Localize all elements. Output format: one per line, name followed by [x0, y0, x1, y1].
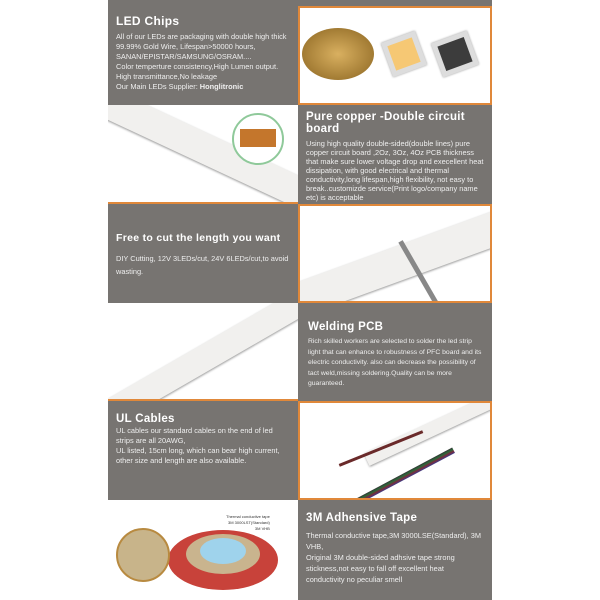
cable-red	[339, 430, 424, 466]
cut-length-section	[108, 204, 298, 303]
section-text: SANAN/EPISTAR/SAMSUNG/OSRAM....	[116, 52, 252, 61]
section-text: Original 3M double-sided adhsive tape strong stickness,not easy to fall off excellent heat conductivity no peculiar smell	[306, 553, 455, 584]
section-title: 3M Adhensive Tape	[306, 512, 418, 524]
tape-labels	[226, 514, 270, 532]
section-text: DIY Cutting, 12V 3LEDs/cut, 24V 6LEDs/cut,to avoid wasting.	[116, 254, 289, 276]
tape-label: 3M 3000LST(Standard)	[228, 520, 270, 525]
adhesive-tape-section	[298, 500, 492, 600]
welding-pcb-section	[298, 303, 492, 401]
led-chip-front-image	[381, 31, 427, 77]
section-text: High transmittance,No leakage	[116, 72, 218, 81]
tape-label: Thermal conductive tape	[226, 514, 270, 519]
tape-image	[108, 500, 298, 600]
supplier-name: Honglitronic	[199, 82, 244, 91]
section-title: UL Cables	[116, 413, 175, 425]
led-chip-back-image	[431, 31, 479, 78]
section-text: Thermal conductive tape,3M 3000LSE(Standard), 3M VHB,	[306, 531, 482, 551]
led-chips-section	[108, 0, 298, 105]
section-text: UL cables our standard cables on the end of led strips are all 20AWG,	[116, 426, 273, 445]
supplier-line	[116, 82, 290, 92]
supplier-label: Our Main LEDs Supplier:	[116, 82, 200, 91]
cables-image	[298, 401, 492, 500]
welding-strip-image	[108, 303, 298, 401]
tape-label: 3M VHB	[254, 526, 270, 531]
product-features	[108, 0, 492, 600]
section-text: All of our LEDs are packaging with double high thick 99.99% Gold Wire, Lifespan>50000 hours,	[116, 32, 287, 51]
tape-zoom	[116, 528, 170, 582]
section-text: Using high quality double-sided(double lines) pure copper circuit board ,2Oz, 3Oz, 4Oz PCB thickness that make sure lower voltage drop and execellent heat dissipation, with good electrical and thermal conductivity,long lifespan,high flexibility, not easy to break..customizde service(Print logo/company name etc) is acceptable	[306, 139, 484, 202]
section-title: Free to cut the length you want	[116, 232, 281, 244]
ul-cables-section	[108, 401, 298, 500]
pcb-strip-image	[108, 105, 298, 204]
copper-zoom-image	[232, 113, 284, 165]
section-text: Color temperture consistency,High Lumen output.	[116, 62, 279, 71]
section-title: LED Chips	[116, 14, 180, 28]
section-text: UL listed, 15cm long, which can bear high current, other size and length are also available.	[116, 446, 280, 465]
tape-roll-blue	[200, 538, 246, 564]
copper-board-section	[298, 105, 492, 204]
led-chips-image	[298, 6, 492, 105]
section-title: Pure copper -Double circuit board	[306, 111, 465, 135]
cutting-strip-image	[298, 204, 492, 303]
section-title: Welding PCB	[308, 321, 384, 333]
section-text: Rich skilled workers are selected to solder the led strip light that can enhance to robustness of PFC board and its electric conductivity. also can decrease the possibility of tact weld,missing soldering.Quality can be more guaranteed.	[308, 338, 482, 387]
gold-wire-image	[302, 28, 374, 80]
